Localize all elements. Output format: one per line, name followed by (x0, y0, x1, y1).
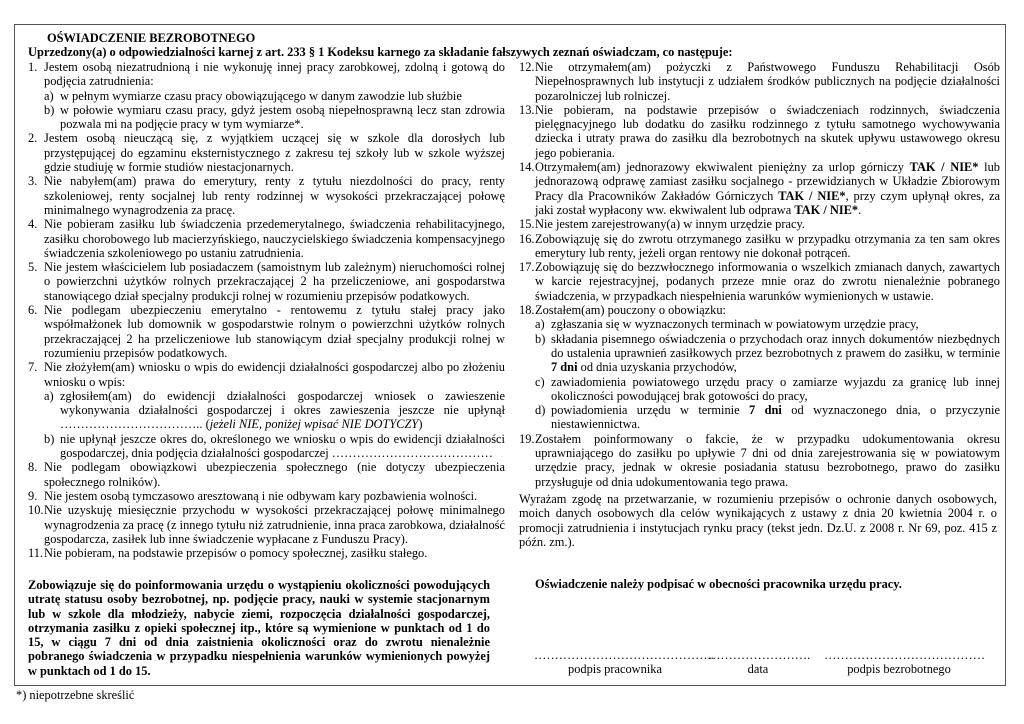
item-number: 14. (519, 160, 535, 175)
text-segment: ) (418, 417, 423, 432)
sub-item (535, 403, 1000, 432)
sub-item (44, 89, 505, 103)
item-text (44, 503, 505, 546)
text-segment: Nie pobieram, na podstawie przepisów o pomocy społecznej, zasiłku stałego. (44, 546, 428, 561)
list-item (519, 217, 1000, 231)
left-column (28, 60, 505, 560)
text-segment: 7 dni (551, 360, 578, 375)
item-text (44, 131, 505, 174)
list-item (28, 489, 505, 503)
sub-item-letter: d) (535, 403, 546, 418)
item-number: 9. (28, 488, 38, 503)
text-segment: od dnia uzyskania przychodów, (577, 360, 737, 375)
sub-item-letter: b) (44, 102, 55, 117)
text-segment: TAK / NIE* (778, 188, 846, 203)
text-segment: jeżeli NIE, poniżej wpisać NIE DOTYCZY (209, 417, 419, 432)
item-text (44, 217, 505, 260)
signature-field-unemployed[interactable] (824, 648, 986, 677)
item-text (535, 60, 1000, 103)
text-segment: 7 dni (749, 403, 782, 418)
text-segment: składania pisemnego oświadczenia o przychodach oraz innych dokumentów niezbędnych do ustalenia uprawnień zasiłkowych przez bezrobotnych z prawem do zasiłku, w terminie (551, 331, 1000, 360)
sub-item-text (551, 375, 1000, 404)
item-number: 3. (28, 174, 38, 189)
item-text (44, 460, 505, 489)
signature-label: podpis pracownika (568, 662, 662, 677)
text-segment: Jestem osobą nieuczącą się, z wyjątkiem uczącej się w szkole dla dorosłych lub przystępującej do egzaminu eksternistycznego z zakresu tej szkoły lub w szkole wyższej gdzie studiuję w formie studiów niestacjonarnych. (44, 131, 505, 175)
list-item (519, 232, 1000, 261)
item-number: 6. (28, 303, 38, 318)
text-segment: Nie jestem zarejestrowany(a) w innym urzędzie pracy. (535, 217, 805, 232)
item-text (44, 360, 505, 389)
text-segment: Nie podlegam obowiązkowi ubezpieczenia społecznego (nie dotyczy ubezpieczenia społecznego rolników). (44, 460, 505, 489)
text-segment: Nie pobieram zasiłku lub świadczenia przedemerytalnego, świadczenia rehabilitacyjnego, zasiłku chorobowego lub macierzyńskiego, nauczycielskiego świadczenia kompensacyjnego świadczenia szkoleniowego po ustaniu zatrudnienia. (44, 217, 505, 260)
text-segment: Jestem osobą niezatrudnioną i nie wykonuję innej pracy zarobkowej, zdolną i gotową do podjęcia zatrudnienia: (44, 60, 505, 89)
sub-item-text (60, 432, 505, 461)
signature-line: ………………………………… (824, 648, 986, 662)
text-segment: Nie złożyłem(am) wniosku o wpis do ewidencji działalności gospodarczej albo po złożeniu wniosku o wpis: (44, 360, 505, 389)
list-item (519, 260, 1000, 303)
footnote: *) niepotrzebne skreślić (16, 688, 135, 702)
list-item (28, 546, 505, 560)
item-number: 8. (28, 460, 38, 475)
item-text (535, 232, 1000, 261)
text-segment: powiadomienia urzędu w terminie (551, 403, 750, 418)
text-segment: nie upłynął jeszcze okres do, określonego we wniosku o wpis do ewidencji działalności gospodarczej, dnia podjęcia działalności gospodarczej ………………………………… (60, 431, 505, 461)
item-number: 5. (28, 260, 38, 275)
item-number: 2. (28, 131, 38, 146)
item-number: 1. (28, 60, 38, 74)
sub-item-letter: c) (535, 374, 545, 389)
item-number: 4. (28, 217, 38, 232)
list-item (28, 503, 505, 546)
sub-item (44, 389, 505, 432)
document-title: OŚWIADCZENIE BEZROBOTNEGO (47, 31, 256, 45)
text-segment: TAK / NIE* (794, 202, 859, 217)
text-segment: Zobowiązuję się do bezzwłocznego informowania o wszelkich zmianach danych, zawartych w karcie rejestracyjnej, podanych przeze mnie oraz do zwrotu nienależnie pobranego świadczenia, w przypadkach niespełnienia warunków wymienionych w ustawie. (535, 260, 1000, 303)
text-segment: Nie uzyskuję miesięcznie przychodu w wysokości przekraczającej połowę minimalnego wynagrodzenia za pracę (z innego tytułu niż zatrudnienie, inna praca zarobkowa, działalność gospodarcza, zasiłek lub inne świadczenie wypłacane z Funduszu Pracy). (44, 503, 505, 546)
sub-item-text (60, 389, 505, 432)
lead-statement: Uprzedzony(a) o odpowiedzialności karnej z art. 233 § 1 Kodeksu karnego za składanie fałszywych zeznań oświadczam, co następuje: (28, 45, 733, 59)
right-column (519, 60, 1000, 489)
item-text (535, 260, 1000, 303)
text-segment: w pełnym wymiarze czasu pracy obowiązującego w danym zawodzie lub służbie (60, 88, 462, 103)
text-segment: zgłosiłem(am) do ewidencji działalności gospodarczej wniosek o zawieszenie wykonywania działalności gospodarczej i okres zawieszenia jeszcze nie upłynął …………………………….. ( (60, 388, 505, 432)
item-text (44, 303, 505, 360)
item-text (44, 489, 505, 503)
signature-field-date[interactable] (708, 648, 811, 677)
sub-item (535, 375, 1000, 404)
text-segment: Nie pobieram, na podstawie przepisów o świadczeniach rodzinnych, świadczenia pielęgnacyjnego lub dodatku do zasiłku rodzinnego z tytułu samotnego wychowywania dziecka i utraty prawa do zasiłku dla bezrobotnych na skutek upływu ustawowego okresu jego pobierania. (535, 102, 1000, 160)
text-segment: Nie jestem osobą tymczasowo aresztowaną i nie odbywam kary pozbawienia wolności. (44, 488, 478, 503)
sub-item (44, 432, 505, 461)
text-segment: lub jednorazową odprawę zamiast zasiłku socjalnego - przewidzianych w Układzie Zbiorowym Pracy dla Pracowników Zakładów Górniczych (535, 160, 1000, 203)
text-segment: w połowie wymiaru czasu pracy, gdyż jestem osobą niepełnosprawną lecz stan zdrowia pozwala mi na podjęcie pracy w tym wymiarze*. (60, 102, 505, 132)
item-number: 13. (519, 102, 535, 117)
sub-item (535, 317, 1000, 331)
item-text (535, 432, 1000, 489)
sub-item (44, 103, 505, 132)
text-segment: Nie podlegam ubezpieczeniu emerytalno - rentowemu z tytułu stałej pracy jako współmałżonek lub domownik w gospodarstwie rolnym o powierzchni użytków rolnych przekraczającej 2 ha przeliczeniowe lub stanowiącym dział specjalny produkcji rolnej w rozumieniu przepisów podatkowych. (44, 303, 505, 360)
list-item (28, 303, 505, 360)
sub-item-letter: a) (535, 317, 545, 332)
signature-label: podpis bezrobotnego (847, 662, 951, 677)
list-item (519, 432, 1000, 489)
item-number: 18. (519, 303, 535, 318)
list-item (28, 460, 505, 489)
item-text (44, 174, 505, 217)
text-segment: Nie nabyłem(am) prawa do emerytury, renty z tytułu niezdolności do pracy, renty szkoleniowej, renty socjalnej lub renty rodzinnej w wysokości przekraczającej połowę minimalnego wynagrodzenia za pracę. (44, 174, 505, 217)
sub-item-text (60, 89, 505, 103)
sub-item-letter: a) (44, 88, 54, 103)
text-segment: Nie jestem właścicielem lub posiadaczem (samoistnym lub zależnym) nieruchomości rolnej o powierzchni użytków rolnych przekraczającej 2 ha przeliczeniowe, ani gospodarstwa stanowiącego dział specjalny produkcji rolnej w rozumieniu przepisów podatkowych. (44, 260, 505, 303)
obligation-statement: Zobowiązuje się do poinformowania urzędu o wystąpieniu okoliczności powodujących utratę statusu osoby bezrobotnej, np. podjęcie pracy, nauki w systemie stacjonarnym lub w szkole dla młodzieży, nabycie ziemi, rozpoczęcia działalności gospodarczej, otrzymania zasiłku z opieki społecznej itp., które są wymienione w punktach od 1 do 15, w ciągu 7 dni od dnia zaistnienia okoliczności oraz do zwrotu nienależnie pobranego świadczenia w przypadku niespełnienia warunków wymienionych powyżej w punktach od 1 do 15. (28, 578, 490, 678)
list-item (519, 60, 1000, 103)
text-segment: od wyznaczonego dnia, o przyczynie niestawiennictwa. (551, 403, 1000, 432)
list-item (28, 260, 505, 303)
sub-item-text (551, 403, 1000, 432)
list-item (28, 360, 505, 460)
sub-item-text (551, 332, 1000, 375)
list-item (519, 103, 1000, 160)
signing-note: Oświadczenie należy podpisać w obecności pracownika urzędu pracy. (535, 577, 902, 591)
sub-item-letter: b) (44, 431, 55, 446)
signature-line: …………………………………….. (534, 648, 714, 662)
text-segment: Otrzymałem(am) jednorazowy ekwiwalent pieniężny za urlop górniczy (535, 160, 910, 175)
item-number: 11. (28, 546, 44, 561)
item-text (44, 260, 505, 303)
text-segment: Zostałem(am) pouczony o obowiązku: (535, 303, 726, 318)
signature-field-employee[interactable] (534, 648, 714, 677)
text-segment: TAK / NIE* (909, 160, 979, 175)
text-segment: . (858, 202, 862, 217)
sub-item-letter: b) (535, 331, 546, 346)
item-text (44, 60, 505, 89)
text-segment: zawiadomienia powiatowego urzędu pracy o zamiarze wyjazdu za granicę lub innej okoliczności powodującej brak gotowości do pracy, (551, 374, 1000, 403)
sub-item-text (551, 317, 1000, 331)
text-segment: Nie otrzymałem(am) pożyczki z Państwowego Funduszu Rehabilitacji Osób Niepełnosprawnych lub instytucji z udziałem środków publicznych na podjęcie działalności pozarolniczej lub rolniczej. (535, 60, 1000, 103)
text-segment: , przy czym upłynął okres, za jaki został wypłacony ww. ekwiwalent lub odprawa (535, 188, 1000, 217)
sub-item (535, 332, 1000, 375)
list-item (519, 303, 1000, 432)
signature-label: data (747, 662, 769, 677)
data-consent: Wyrażam zgodę na przetwarzanie, w rozumieniu przepisów o ochronie danych osobowych, moich danych osobowych dla celów wynikających z ustawy z dnia 20 kwietnia 2004 r. o promocji zatrudnienia i instytucjach rynku pracy (tekst jedn. Dz.U. z 2008 r. Nr 69, poz. 415 z późn. zm.). (519, 492, 997, 549)
item-number: 17. (519, 260, 535, 275)
item-number: 16. (519, 231, 535, 246)
item-number: 19. (519, 431, 535, 446)
item-number: 10. (28, 503, 44, 518)
item-number: 7. (28, 360, 38, 375)
item-number: 12. (519, 60, 535, 74)
list-item (28, 131, 505, 174)
text-segment: Zobowiązuję się do zwrotu otrzymanego zasiłku w przypadku otrzymania za ten sam okres emerytury lub renty, jeżeli organ rentowy nie dokonał potrąceń. (535, 231, 1000, 260)
list-item (28, 174, 505, 217)
item-text (535, 303, 1000, 317)
text-segment: zgłaszania się w wyznaczonych terminach w powiatowym urzędzie pracy, (551, 317, 919, 332)
list-item (28, 60, 505, 131)
text-segment: Zostałem poinformowany o fakcie, że w przypadku udokumentowania okresu uprawniającego do zasiłku po upływie 7 dni od dnia zarejestrowania się w powiatowym urzędzie pracy, jednak w okresie posiadania statusu bezrobotnego, prawo do zasiłku przysługuje od dnia udokumentowania tego prawa. (535, 431, 1000, 489)
sub-item-letter: a) (44, 388, 54, 403)
item-text (535, 217, 1000, 231)
list-item (28, 217, 505, 260)
signature-line: ……………………. (708, 648, 811, 662)
list-item (519, 160, 1000, 217)
item-text (535, 103, 1000, 160)
sub-item-text (60, 103, 505, 132)
item-text (535, 160, 1000, 217)
item-text (44, 546, 505, 560)
item-number: 15. (519, 217, 535, 232)
